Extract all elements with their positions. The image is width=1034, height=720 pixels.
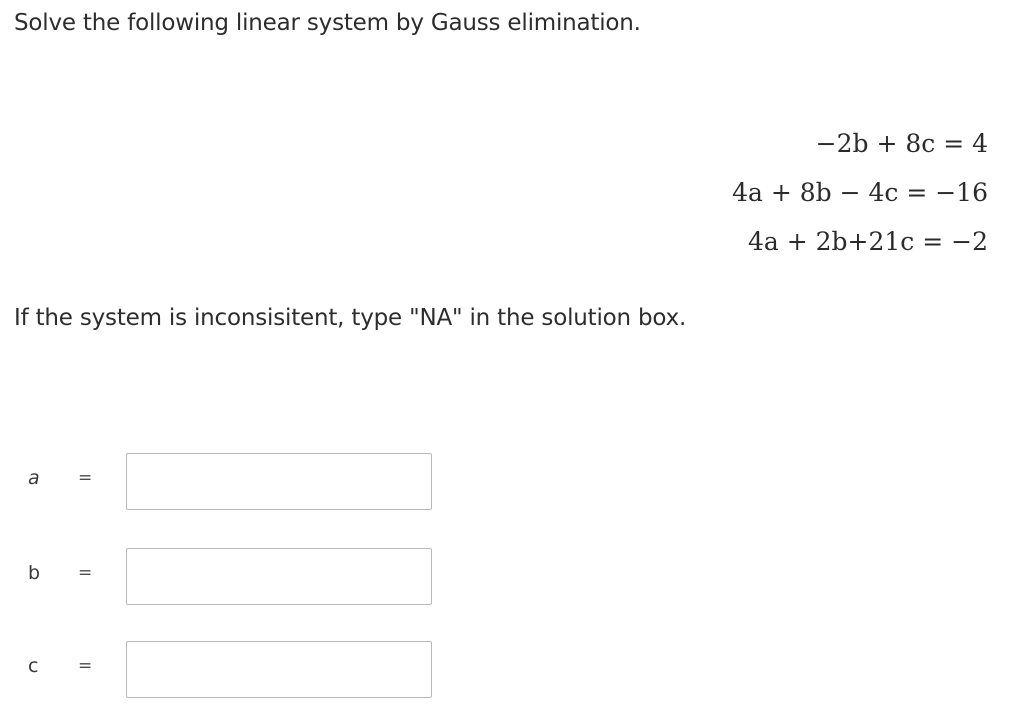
inconsistent-note: If the system is inconsisitent, type "NA" in the solution box. bbox=[14, 305, 687, 331]
answer-row-b bbox=[0, 548, 440, 606]
variable-label-c: c bbox=[28, 655, 39, 677]
equation-system bbox=[732, 126, 988, 273]
answer-input-b[interactable] bbox=[126, 548, 432, 605]
equation-1: −2b + 8c = 4 bbox=[815, 129, 988, 158]
answer-row-a bbox=[0, 453, 440, 511]
equation-2: 4a + 8b − 4c = −16 bbox=[732, 178, 988, 207]
answer-input-a[interactable] bbox=[126, 453, 432, 510]
equals-sign: = bbox=[78, 468, 93, 488]
variable-label-b: b bbox=[28, 562, 41, 584]
equals-sign: = bbox=[78, 656, 93, 676]
answer-input-c[interactable] bbox=[126, 641, 432, 698]
equation-3: 4a + 2b+21c = −2 bbox=[747, 227, 988, 256]
variable-label-a: a bbox=[28, 467, 40, 489]
question-instruction: Solve the following linear system by Gauss elimination. bbox=[14, 10, 641, 36]
equals-sign: = bbox=[78, 563, 93, 583]
answer-row-c bbox=[0, 641, 440, 699]
